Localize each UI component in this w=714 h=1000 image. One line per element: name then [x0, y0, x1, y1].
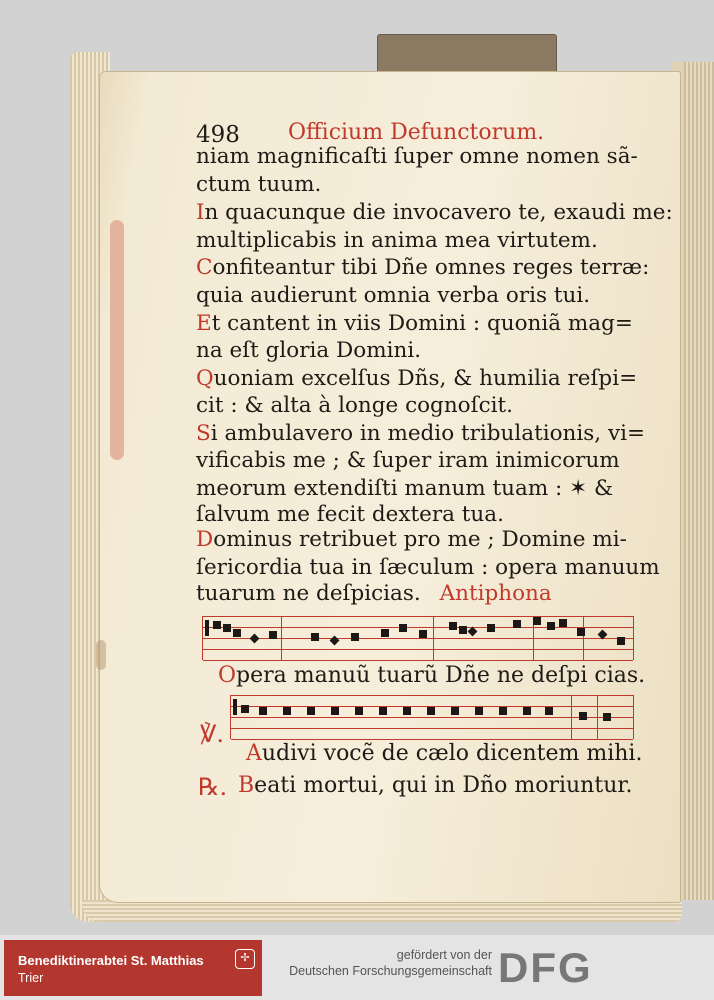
- response-symbol: ℞.: [198, 773, 228, 801]
- staff-line: [231, 717, 633, 718]
- institution-banner[interactable]: [4, 940, 262, 996]
- verse-initial: I: [196, 200, 205, 225]
- antiphon-text: [218, 665, 645, 687]
- verse-initial: C: [196, 255, 213, 280]
- text-line-content: ſericordia tua in ſæculum : opera manuum: [196, 555, 660, 580]
- versicle-initial: A: [246, 741, 262, 766]
- note-neume: [241, 705, 249, 713]
- note-neume: [419, 630, 427, 638]
- note-neume: [545, 707, 553, 715]
- versicle-text: [246, 743, 642, 765]
- versicle-symbol: ℣.: [200, 720, 225, 748]
- text-line: [196, 529, 627, 551]
- staff-line: [203, 649, 633, 650]
- text-line: [196, 230, 598, 252]
- staff-barline: [433, 616, 434, 660]
- note-neume: [355, 707, 363, 715]
- text-line-content: ominus retribuet pro me ; Domine mi-: [213, 527, 627, 552]
- staff-line: [203, 660, 633, 661]
- note-neume: [307, 707, 315, 715]
- verse-initial: D: [196, 527, 214, 552]
- antiphon-words: pera manuũ tuarũ Dñe ne deſpi cias.: [236, 663, 646, 688]
- footer-bar: [0, 935, 714, 1000]
- note-neume: [468, 627, 478, 637]
- staff-line: [231, 728, 633, 729]
- text-line: [196, 423, 645, 445]
- note-neume: [399, 624, 407, 632]
- staff-barline: [583, 616, 584, 660]
- note-neume: [487, 624, 495, 632]
- text-line: [196, 340, 421, 362]
- staff-barline: [571, 695, 572, 739]
- funding-line-2: Deutschen Forschungsgemeinschaft: [289, 964, 492, 978]
- text-line: [196, 257, 649, 279]
- text-line-content: niam magnificaſti ſuper omne nomen sã-: [196, 144, 638, 169]
- institution-city: Trier: [18, 971, 44, 985]
- text-line-content: ſalvum me fecit dextera tua.: [196, 502, 504, 527]
- verse-initial: S: [196, 421, 211, 446]
- text-line-content: i ambulavero in medio tribulationis, vi=: [210, 421, 645, 446]
- staff-line: [231, 695, 633, 696]
- text-line-content: vificabis me ; & ſuper iram inimicorum: [196, 448, 620, 473]
- verse-initial: Q: [196, 366, 214, 391]
- antiphon-initial: O: [218, 663, 237, 688]
- note-neume: [250, 634, 260, 644]
- text-line-content: n quacunque die invocavero te, exaudi me:: [204, 200, 673, 225]
- antiphona-label: Antiphona: [439, 581, 552, 606]
- note-neume: [233, 629, 241, 637]
- abbey-logo-icon: ✢: [235, 949, 255, 969]
- staff-barline: [597, 695, 598, 739]
- text-line: [196, 368, 637, 390]
- note-neume: [259, 707, 267, 715]
- note-neume: [451, 707, 459, 715]
- note-neume: [547, 622, 555, 630]
- staff-line: [231, 739, 633, 740]
- staff-line: [203, 627, 633, 628]
- page-stain: [110, 220, 124, 460]
- text-line: [196, 478, 613, 500]
- note-neume: [403, 707, 411, 715]
- note-neume: [331, 707, 339, 715]
- text-line: [196, 450, 620, 472]
- note-neume: [213, 621, 221, 629]
- institution-name: Benediktinerabtei St. Matthias: [18, 953, 204, 968]
- text-line: [196, 504, 504, 526]
- text-line-content: ctum tuum.: [196, 172, 322, 197]
- text-line: [196, 285, 590, 307]
- note-neume: [577, 628, 585, 636]
- staff-barline: [281, 616, 282, 660]
- note-neume: [381, 629, 389, 637]
- page-number: 498: [196, 122, 240, 148]
- note-neume: [499, 707, 507, 715]
- text-line-content: uoniam excelſus Dñs, & humilia reſpi=: [213, 366, 638, 391]
- text-line: [196, 202, 673, 224]
- response-words: eati mortui, qui in Dño moriuntur.: [254, 773, 633, 798]
- text-line-content: t cantent in viis Domini : quoniã mag=: [211, 311, 633, 336]
- music-staff: [202, 616, 634, 660]
- note-neume: [459, 626, 467, 634]
- text-line-content: meorum extendiſti manum tuam : ✶ &: [196, 476, 614, 501]
- text-line: [196, 313, 633, 335]
- dfg-logo[interactable]: DFG: [498, 944, 593, 991]
- note-neume: [579, 712, 587, 720]
- clef-mark: [233, 699, 237, 715]
- page-stain: [96, 640, 106, 670]
- text-line: [196, 557, 660, 579]
- funding-note: [289, 947, 492, 979]
- text-line: [196, 395, 513, 417]
- text-line: [196, 146, 638, 168]
- note-neume: [533, 617, 541, 625]
- note-neume: [449, 622, 457, 630]
- verse-initial: E: [196, 311, 212, 336]
- response-text: [238, 775, 632, 797]
- text-line: [196, 174, 321, 196]
- note-neume: [427, 707, 435, 715]
- text-line-content: na eſt gloria Domini.: [196, 338, 422, 363]
- note-neume: [351, 633, 359, 641]
- text-line-content: tuarum ne deſpicias.: [196, 581, 421, 606]
- note-neume: [513, 620, 521, 628]
- text-line-content: multiplicabis in anima mea virtutem.: [196, 228, 598, 253]
- music-staff: [230, 695, 634, 739]
- note-neume: [269, 631, 277, 639]
- note-neume: [523, 707, 531, 715]
- note-neume: [617, 637, 625, 645]
- running-head: Officium Defunctorum.: [288, 120, 545, 145]
- note-neume: [283, 707, 291, 715]
- funding-line-1: gefördert von der: [396, 948, 492, 962]
- note-neume: [475, 707, 483, 715]
- note-neume: [603, 713, 611, 721]
- text-line-content: onfiteantur tibi Dñe omnes reges terræ:: [212, 255, 650, 280]
- response-initial: B: [238, 773, 255, 798]
- facing-page-edge: [684, 62, 714, 900]
- note-neume: [311, 633, 319, 641]
- staff-line: [203, 638, 633, 639]
- clef-mark: [205, 620, 209, 636]
- note-neume: [559, 619, 567, 627]
- versicle-words: udivi vocẽ de cælo dicentem mihi.: [261, 741, 643, 766]
- text-line-content: quia audierunt omnia verba oris tui.: [196, 283, 591, 308]
- note-neume: [379, 707, 387, 715]
- note-neume: [223, 624, 231, 632]
- text-line-content: cit : & alta à longe cognoſcit.: [196, 393, 513, 418]
- staff-line: [203, 616, 633, 617]
- page-stack-bottom: [82, 900, 682, 922]
- text-line: [196, 583, 552, 605]
